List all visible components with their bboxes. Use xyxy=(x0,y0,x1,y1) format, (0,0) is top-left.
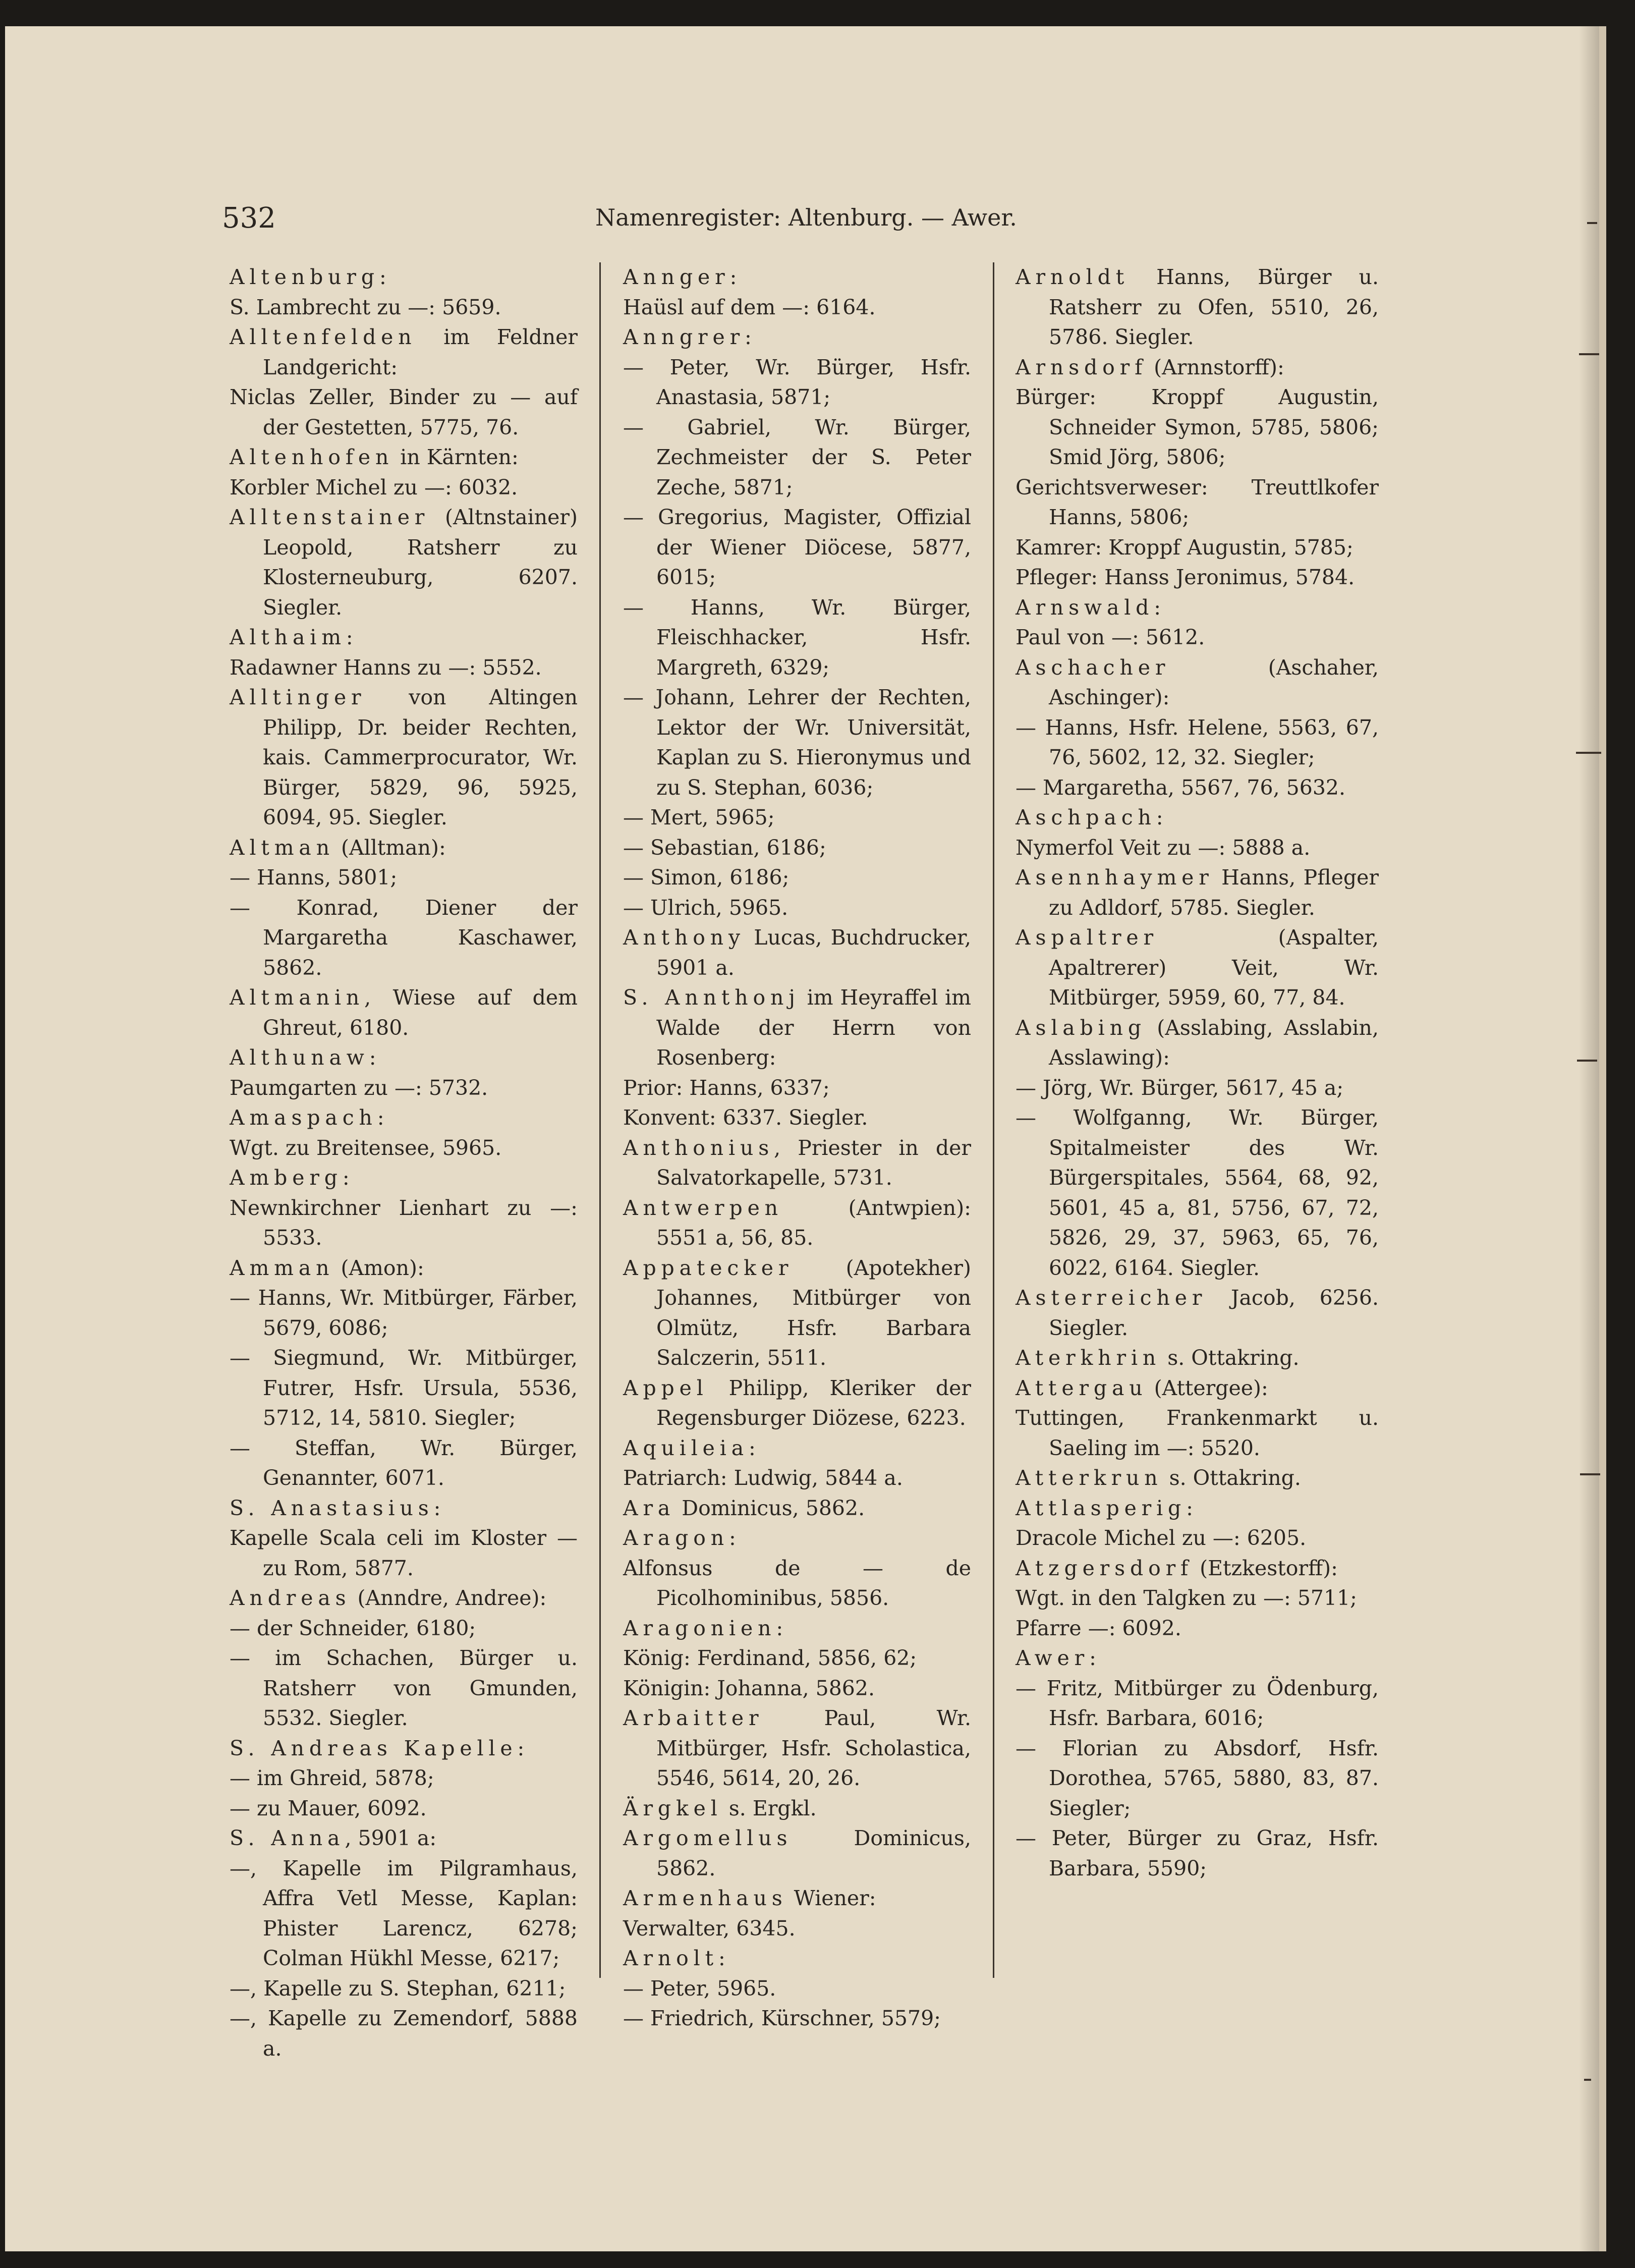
index-entry xyxy=(230,1614,578,1644)
index-entry xyxy=(623,1103,971,1133)
index-entry xyxy=(1016,1674,1379,1734)
entry-text: — Hanns, 5801; xyxy=(230,865,398,890)
entry-headword: Arbaitter xyxy=(623,1706,764,1730)
index-column-1 xyxy=(230,262,578,2064)
entry-headword: Aragon xyxy=(623,1526,729,1550)
entry-headword: S. Annthonj xyxy=(623,985,800,1010)
index-entry xyxy=(1016,773,1379,803)
index-entry xyxy=(1016,1734,1379,1824)
index-entry xyxy=(623,1794,971,1824)
entry-text: Paul von —: 5612. xyxy=(1016,625,1205,649)
entry-text: (Apotekher) Johannes, Mitbürger von Olmütz, Hsfr. Barbara Salczerin, 5511. xyxy=(656,1255,971,1370)
index-entry xyxy=(623,1493,971,1524)
index-entry xyxy=(623,1703,971,1794)
index-entry xyxy=(623,293,971,323)
index-entry xyxy=(623,1133,971,1193)
entry-text: S. Lambrecht zu —: 5659. xyxy=(230,295,501,319)
entry-text: — Konrad, Diener der Margaretha Kaschawer, 5862. xyxy=(230,895,578,980)
index-column-3 xyxy=(1016,262,1379,1884)
entry-text: Pfarre —: 6092. xyxy=(1016,1616,1181,1640)
entry-text: Patriarch: Ludwig, 5844 a. xyxy=(623,1466,903,1490)
index-entry xyxy=(1016,1283,1379,1343)
entry-text: Gerichtsverweser: Treuttlkofer Hanns, 5806; xyxy=(1016,475,1379,529)
entry-text: — der Schneider, 6180; xyxy=(230,1616,476,1640)
edge-mark xyxy=(1580,1473,1600,1475)
index-entry xyxy=(623,1073,971,1103)
index-entry xyxy=(230,1253,578,1284)
index-entry xyxy=(230,442,578,473)
entry-text: : xyxy=(379,265,386,289)
entry-text: s. Ottakring. xyxy=(1162,1466,1301,1490)
index-entry xyxy=(1016,1403,1379,1463)
entry-text: Wgt. in den Talgken zu —: 5711; xyxy=(1016,1586,1357,1610)
index-entry xyxy=(230,1163,578,1193)
index-entry xyxy=(623,683,971,803)
entry-text: — Hanns, Wr. Mitbürger, Färber, 5679, 6086; xyxy=(230,1286,578,1340)
edge-mark xyxy=(1579,353,1599,355)
entry-text: Dracole Michel zu —: 6205. xyxy=(1016,1526,1307,1550)
index-entry xyxy=(623,322,971,353)
entry-headword: Armenhaus xyxy=(623,1886,787,1910)
index-entry xyxy=(1016,923,1379,1013)
entry-text: Jacob, 6256. Siegler. xyxy=(1049,1286,1379,1340)
entry-text: (Amon): xyxy=(334,1255,424,1280)
entry-text: Kapelle Scala celi im Kloster — zu Rom, 5877. xyxy=(230,1526,578,1580)
entry-text: — Peter, Bürger zu Graz, Hsfr. Barbara, 5590; xyxy=(1016,1826,1379,1880)
index-entry xyxy=(230,293,578,323)
entry-headword: Ärgkel xyxy=(623,1796,722,1820)
entry-text: — Friedrich, Kürschner, 5579; xyxy=(623,2006,941,2030)
index-entry xyxy=(1016,653,1379,713)
entry-text: — Wolfganng, Wr. Bürger, Spitalmeister des Wr. Bürgerspitales, 5564, 68, 92, 5601, 45 a, 81, 5756, 67, 72, 5826, 29, 37, 5963, 65, 76, 6022, 6164. Siegler. xyxy=(1016,1105,1379,1280)
entry-text: — Siegmund, Wr. Mitbürger, Futrer, Hsfr. Ursula, 5536, 5712, 14, 5810. Siegler; xyxy=(230,1346,578,1430)
index-entry xyxy=(1016,803,1379,833)
entry-headword: Aspaltrer xyxy=(1016,925,1158,950)
entry-headword: Asennhaymer xyxy=(1016,865,1214,890)
entry-text: — im Ghreid, 5878; xyxy=(230,1766,434,1790)
entry-text: Kamrer: Kroppf Augustin, 5785; xyxy=(1016,535,1354,560)
entry-text: s. Ergkl. xyxy=(722,1796,817,1820)
entry-text: Korbler Michel zu —: 6032. xyxy=(230,475,518,500)
index-entry xyxy=(1016,1643,1379,1674)
entry-text: Bürger: Kroppf Augustin, Schneider Symon, 5785, 5806; Smid Jörg, 5806; xyxy=(1016,385,1379,469)
index-entry xyxy=(1016,833,1379,863)
entry-headword: Aschpach xyxy=(1016,805,1156,829)
index-entry xyxy=(1016,1523,1379,1554)
index-entry xyxy=(623,1614,971,1644)
entry-headword: S. Andreas Kapelle xyxy=(230,1736,518,1760)
index-entry xyxy=(1016,473,1379,533)
entry-text: —, Kapelle im Pilgramhaus, Affra Vetl Messe, Kaplan: Phister Larencz, 6278; Colman Hükhl Messe, 6217; xyxy=(230,1856,578,1970)
index-entry xyxy=(230,1794,578,1824)
entry-headword: Annger xyxy=(623,265,730,289)
entry-text: Paumgarten zu —: 5732. xyxy=(230,1075,488,1100)
entry-text: : xyxy=(377,1105,384,1130)
index-entry xyxy=(230,1103,578,1133)
entry-text: : xyxy=(517,1736,525,1760)
index-entry xyxy=(1016,1823,1379,1884)
index-entry xyxy=(230,322,578,382)
index-entry xyxy=(623,1884,971,1914)
entry-headword: Amman xyxy=(230,1255,334,1280)
entry-headword: Antwerpen xyxy=(623,1195,783,1220)
entry-text: — Peter, 5965. xyxy=(623,1976,776,2001)
index-entry xyxy=(230,1734,578,1764)
entry-headword: Andreas xyxy=(230,1586,351,1610)
edge-mark xyxy=(1577,1060,1597,1062)
column-rule-2 xyxy=(993,262,994,1978)
index-entry xyxy=(623,503,971,593)
entry-text: , 5901 a: xyxy=(345,1826,437,1850)
page-edge-marks xyxy=(1584,202,1624,2170)
entry-text: : xyxy=(433,1496,441,1520)
entry-text: (Antwpien): 5551 a, 56, 85. xyxy=(656,1195,971,1250)
index-entry xyxy=(623,1193,971,1253)
entry-headword: Aschacher xyxy=(1016,655,1170,680)
index-entry xyxy=(623,1974,971,2004)
entry-text: : xyxy=(369,1045,376,1070)
entry-text: Philipp, Kleriker der Regensburger Diözese, 6223. xyxy=(656,1375,971,1430)
entry-text: Radawner Hanns zu —: 5552. xyxy=(230,655,542,680)
entry-text: (Aspalter, Apaltrerer) Veit, Wr. Mitbürger, 5959, 60, 77, 84. xyxy=(1049,925,1379,1010)
entry-text: (Altnstainer) Leopold, Ratsherr zu Klosterneuburg, 6207. Siegler. xyxy=(263,505,578,620)
index-entry xyxy=(230,1193,578,1253)
index-entry xyxy=(623,1373,971,1433)
index-entry xyxy=(1016,1493,1379,1524)
index-entry xyxy=(230,833,578,863)
index-entry xyxy=(230,1643,578,1734)
entry-text: im Feldner Landgericht: xyxy=(263,325,578,379)
index-entry xyxy=(1016,1103,1379,1283)
entry-text: (Asslabing, Asslabin, Asslawing): xyxy=(1049,1015,1379,1070)
index-entry xyxy=(230,863,578,893)
index-entry xyxy=(230,1073,578,1103)
entry-headword: Aquileia xyxy=(623,1435,749,1460)
entry-text: , Priester in der Salvatorkapelle, 5731. xyxy=(656,1135,971,1190)
entry-text: — Hanns, Wr. Bürger, Fleischhacker, Hsfr. Margreth, 6329; xyxy=(623,595,971,680)
index-entry xyxy=(1016,1073,1379,1103)
index-entry xyxy=(623,923,971,983)
entry-text: — Florian zu Absdorf, Hsfr. Dorothea, 5765, 5880, 83, 87. Siegler; xyxy=(1016,1736,1379,1820)
entry-text: Haüsl auf dem —: 6164. xyxy=(623,295,876,319)
entry-headword: Alltinger xyxy=(230,685,366,709)
index-entry xyxy=(230,893,578,983)
entry-headword: Arnolt xyxy=(623,1946,718,1970)
index-entry xyxy=(623,1914,971,1944)
entry-headword: Appel xyxy=(623,1375,708,1400)
entry-headword: Anthony xyxy=(623,925,746,950)
entry-text: : xyxy=(342,1166,350,1190)
entry-headword: Argomellus xyxy=(623,1826,793,1850)
index-entry xyxy=(1016,1343,1379,1373)
index-entry xyxy=(623,1253,971,1373)
entry-headword: Aragonien xyxy=(623,1616,776,1640)
entry-headword: S. Anastasius xyxy=(230,1496,434,1520)
index-entry xyxy=(623,983,971,1073)
entry-text: Dominicus, 5862. xyxy=(656,1826,971,1880)
entry-headword: Amaspach xyxy=(230,1105,377,1130)
entry-text: : xyxy=(1154,595,1161,620)
entry-text: im Heyraffel im Walde der Herrn von Rosenberg: xyxy=(656,985,971,1070)
entry-text: — Sebastian, 6186; xyxy=(623,835,826,860)
index-entry xyxy=(1016,1463,1379,1493)
index-entry xyxy=(623,1433,971,1464)
entry-text: — Hanns, Hsfr. Helene, 5563, 67, 76, 5602, 12, 32. Siegler; xyxy=(1016,715,1379,769)
entry-text: von Altingen Philipp, Dr. beider Rechten, kais. Cammerprocurator, Wr. Bürger, 5829, 96, 5925, 6094, 95. Siegler. xyxy=(263,685,578,829)
entry-headword: Altenburg xyxy=(230,265,379,289)
entry-text: Konvent: 6337. Siegler. xyxy=(623,1105,868,1130)
entry-text: Nymerfol Veit zu —: 5888 a. xyxy=(1016,835,1311,860)
entry-text: (Attergee): xyxy=(1147,1375,1268,1400)
entry-headword: Anthonius xyxy=(623,1135,774,1160)
entry-text: in Kärnten: xyxy=(393,445,519,469)
entry-headword: Awer xyxy=(1016,1646,1090,1670)
index-entry xyxy=(1016,1614,1379,1644)
entry-text: Tuttingen, Frankenmarkt u. Saeling im —: 5520. xyxy=(1016,1406,1379,1460)
entry-text: : xyxy=(1089,1646,1096,1670)
entry-text: Paul, Wr. Mitbürger, Hsfr. Scholastica, 5546, 5614, 20, 26. xyxy=(656,1706,971,1790)
entry-headword: Altmanin xyxy=(230,985,365,1010)
index-entry xyxy=(230,503,578,623)
entry-headword: Altman xyxy=(230,835,334,860)
entry-text: , Wiese auf dem Ghreut, 6180. xyxy=(263,985,578,1040)
index-entry xyxy=(1016,623,1379,653)
entry-text: — Johann, Lehrer der Rechten, Lektor der Wr. Universität, Kaplan zu S. Hieronymus und zu S. Stephan, 6036; xyxy=(623,685,971,800)
entry-text: : xyxy=(1156,805,1163,829)
entry-text: — Fritz, Mitbürger zu Ödenburg, Hsfr. Barbara, 6016; xyxy=(1016,1676,1379,1730)
index-entry xyxy=(1016,863,1379,923)
index-entry xyxy=(230,1583,578,1614)
entry-headword: Aterkhrin xyxy=(1016,1346,1161,1370)
index-entry xyxy=(1016,353,1379,383)
index-entry xyxy=(1016,593,1379,623)
index-entry xyxy=(230,1493,578,1524)
index-entry xyxy=(623,2004,971,2034)
index-entry xyxy=(623,1643,971,1674)
index-entry xyxy=(230,2004,578,2064)
entry-headword: Attlasperig xyxy=(1016,1496,1187,1520)
index-entry xyxy=(230,262,578,293)
entry-text: — Gregorius, Magister, Offizial der Wiener Diöcese, 5877, 6015; xyxy=(623,505,971,589)
entry-headword: S. Anna xyxy=(230,1826,345,1850)
index-entry xyxy=(623,833,971,863)
index-entry xyxy=(1016,563,1379,593)
entry-headword: Appatecker xyxy=(623,1255,794,1280)
entry-headword: Atterkrun xyxy=(1016,1466,1163,1490)
index-entry xyxy=(1016,1583,1379,1614)
entry-text: Hanns, Pfleger zu Adldorf, 5785. Siegler. xyxy=(1049,865,1379,920)
entry-text: Newnkirchner Lienhart zu —: 5533. xyxy=(230,1195,578,1250)
edge-mark xyxy=(1587,222,1597,224)
entry-headword: Arnoldt xyxy=(1016,265,1130,289)
index-entry xyxy=(230,1433,578,1493)
index-entry xyxy=(230,1974,578,2004)
edge-mark xyxy=(1584,2079,1591,2081)
index-entry xyxy=(623,593,971,683)
entry-text: : xyxy=(745,325,752,349)
index-entry xyxy=(230,1343,578,1433)
entry-headword: Altenhofen xyxy=(230,445,394,469)
entry-text: : xyxy=(718,1946,725,1970)
entry-headword: Arnswald xyxy=(1016,595,1154,620)
entry-text: (Alltman): xyxy=(334,835,446,860)
index-entry xyxy=(230,1854,578,1974)
index-entry xyxy=(623,1554,971,1614)
entry-text: (Arnnstorff): xyxy=(1147,355,1284,379)
index-entry xyxy=(623,1944,971,1974)
index-entry xyxy=(230,1523,578,1583)
index-entry xyxy=(1016,1554,1379,1584)
entry-headword: Attergau xyxy=(1016,1375,1148,1400)
entry-text: s. Ottakring. xyxy=(1161,1346,1300,1370)
index-entry xyxy=(1016,262,1379,353)
entry-text: — Peter, Wr. Bürger, Hsfr. Anastasia, 5871; xyxy=(623,355,971,409)
entry-headword: Alltenfelden xyxy=(230,325,417,349)
entry-headword: Ara xyxy=(623,1496,675,1520)
entry-text: Wgt. zu Breitensee, 5965. xyxy=(230,1135,502,1160)
entry-text: — Margaretha, 5567, 76, 5632. xyxy=(1016,775,1346,800)
entry-text: Pfleger: Hanss Jeronimus, 5784. xyxy=(1016,565,1355,589)
entry-text: — Mert, 5965; xyxy=(623,805,775,829)
index-entry xyxy=(230,1043,578,1073)
index-entry xyxy=(230,983,578,1043)
entry-text: : xyxy=(729,1526,736,1550)
entry-text: (Etzkestorff): xyxy=(1193,1556,1338,1580)
column-rule-1 xyxy=(599,262,601,1978)
index-entry xyxy=(1016,1013,1379,1073)
entry-text: —, Kapelle zu S. Stephan, 6211; xyxy=(230,1976,566,2001)
entry-text: — Steffan, Wr. Bürger, Genannter, 6071. xyxy=(230,1435,578,1490)
entry-text: König: Ferdinand, 5856, 62; xyxy=(623,1646,917,1670)
entry-headword: Aslabing xyxy=(1016,1015,1146,1040)
entry-headword: Amberg xyxy=(230,1166,343,1190)
index-entry xyxy=(623,1523,971,1554)
index-entry xyxy=(1016,1373,1379,1404)
index-entry xyxy=(230,683,578,833)
entry-text: — Gabriel, Wr. Bürger, Zechmeister der S. Peter Zeche, 5871; xyxy=(623,415,971,500)
entry-text: — Jörg, Wr. Bürger, 5617, 45 a; xyxy=(1016,1075,1344,1100)
index-entry xyxy=(230,473,578,503)
entry-headword: Asterreicher xyxy=(1016,1286,1207,1310)
index-entry xyxy=(623,893,971,923)
index-entry xyxy=(623,1463,971,1493)
entry-text: — Ulrich, 5965. xyxy=(623,895,788,920)
index-entry xyxy=(230,382,578,442)
index-entry xyxy=(623,1823,971,1884)
entry-headword: Atzgersdorf xyxy=(1016,1556,1194,1580)
index-entry xyxy=(230,1823,578,1854)
entry-text: Hanns, Bürger u. Ratsherr zu Ofen, 5510, 26, 5786. Siegler. xyxy=(1049,265,1379,349)
entry-text: Niclas Zeller, Binder zu — auf der Gestetten, 5775, 76. xyxy=(230,385,578,439)
index-entry xyxy=(230,653,578,683)
index-entry xyxy=(1016,533,1379,563)
index-entry xyxy=(623,262,971,293)
entry-text: : xyxy=(749,1435,756,1460)
entry-headword: Arnsdorf xyxy=(1016,355,1148,379)
entry-text: : xyxy=(346,625,353,649)
page-header xyxy=(222,202,1017,242)
index-entry xyxy=(623,803,971,833)
entry-text: — zu Mauer, 6092. xyxy=(230,1796,427,1820)
entry-headword: Althunaw xyxy=(230,1045,369,1070)
entry-headword: Anngrer xyxy=(623,325,745,349)
running-head: Namenregister: Altenburg. — Awer. xyxy=(595,204,1017,231)
entry-text: Alfonsus de — de Picolhominibus, 5856. xyxy=(623,1556,971,1610)
entry-text: Königin: Johanna, 5862. xyxy=(623,1676,875,1700)
index-entry xyxy=(230,1763,578,1794)
entry-text: : xyxy=(1186,1496,1193,1520)
index-column-2 xyxy=(623,262,971,2034)
index-entry xyxy=(230,623,578,653)
index-entry xyxy=(230,1283,578,1343)
index-entry xyxy=(1016,713,1379,773)
index-entry xyxy=(230,1133,578,1164)
index-entry xyxy=(623,413,971,503)
entry-text: : xyxy=(729,265,737,289)
entry-text: Prior: Hanns, 6337; xyxy=(623,1075,830,1100)
entry-text: : xyxy=(776,1616,783,1640)
entry-text: — Simon, 6186; xyxy=(623,865,790,890)
entry-text: Dominicus, 5862. xyxy=(675,1496,865,1520)
index-entry xyxy=(623,863,971,893)
entry-text: (Aschaher, Aschinger): xyxy=(1049,655,1379,709)
entry-text: Lucas, Buchdrucker, 5901 a. xyxy=(656,925,971,980)
entry-text: (Anndre, Andree): xyxy=(351,1586,547,1610)
entry-headword: Alltenstainer xyxy=(230,505,430,529)
entry-headword: Althaim xyxy=(230,625,346,649)
entry-text: Verwalter, 6345. xyxy=(623,1916,796,1941)
edge-mark xyxy=(1576,752,1601,754)
entry-text: — im Schachen, Bürger u. Ratsherr von Gmunden, 5532. Siegler. xyxy=(230,1646,578,1730)
entry-text: —, Kapelle zu Zemendorf, 5888 a. xyxy=(230,2006,578,2061)
index-entry xyxy=(1016,382,1379,473)
page-number: 532 xyxy=(222,202,276,235)
entry-text: Wiener: xyxy=(787,1886,876,1910)
index-entry xyxy=(623,1674,971,1704)
index-entry xyxy=(623,353,971,413)
